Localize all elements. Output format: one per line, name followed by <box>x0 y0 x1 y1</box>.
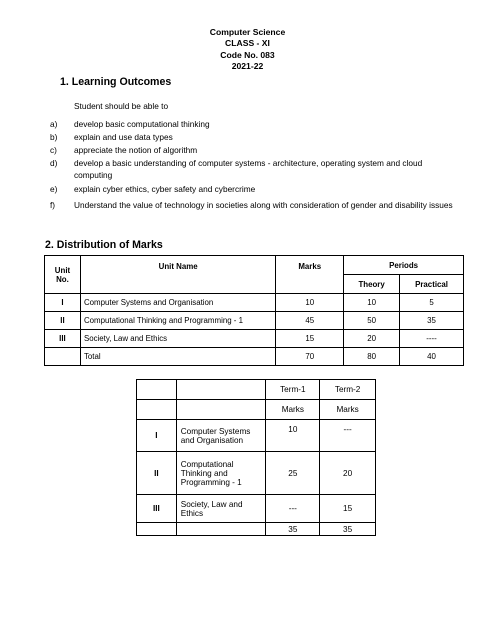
header-marks-term2: Marks <box>320 400 376 420</box>
unit-cell: I <box>137 420 177 452</box>
header-marks-term1: Marks <box>266 400 320 420</box>
table-header-row <box>45 256 464 275</box>
term2-cell: --- <box>320 420 376 452</box>
list-marker: b) <box>50 132 58 142</box>
term1-cell: 10 <box>266 420 320 452</box>
term2-cell: 20 <box>320 452 376 495</box>
term1-cell: 25 <box>266 452 320 495</box>
marks-cell: 15 <box>276 330 344 348</box>
empty-cell <box>137 380 177 400</box>
list-item <box>50 144 460 156</box>
unit-cell: I <box>45 294 81 312</box>
code-number: Code No. 083 <box>220 49 275 60</box>
table-row <box>45 330 464 348</box>
theory-cell: 50 <box>344 312 400 330</box>
term2-cell: 15 <box>320 495 376 523</box>
total-label-cell: Total <box>80 348 275 366</box>
unit-cell: III <box>137 495 177 523</box>
academic-year: 2021-22 <box>231 60 264 71</box>
list-item <box>50 157 460 182</box>
list-marker: f) <box>50 200 56 210</box>
learning-outcomes-heading: 1. Learning Outcomes <box>60 76 172 88</box>
unit-name-cell: Society, Law and Ethics <box>176 495 266 523</box>
list-text: Understand the value of technology in societies along with consideration of gender and disability issues <box>74 200 453 210</box>
list-marker: d) <box>50 158 58 168</box>
marks-cell: 10 <box>276 294 344 312</box>
learning-outcomes-intro: Student should be able to <box>74 101 169 111</box>
total-practical-cell: 40 <box>400 348 464 366</box>
marks-distribution-table <box>44 255 464 366</box>
unit-name-cell: Computational Thinking and Programming - 1 <box>80 312 275 330</box>
header-theory: Theory <box>344 275 400 294</box>
practical-cell: 5 <box>400 294 464 312</box>
subject-title: Computer Science <box>209 27 286 37</box>
table-row <box>137 495 376 523</box>
class-label: CLASS - XI <box>225 38 270 49</box>
term-header-row <box>137 380 376 400</box>
practical-cell: 35 <box>400 312 464 330</box>
term-total-row <box>137 523 376 536</box>
empty-cell <box>137 400 177 420</box>
list-text: explain and use data types <box>74 132 173 142</box>
list-item <box>50 183 460 195</box>
list-marker: a) <box>50 119 58 129</box>
marks-cell: 45 <box>276 312 344 330</box>
header-term2: Term-2 <box>320 380 376 400</box>
theory-cell: 20 <box>344 330 400 348</box>
theory-cell: 10 <box>344 294 400 312</box>
term-marks-table <box>136 379 376 536</box>
unit-name-cell: Computational Thinking and Programming - 1 <box>176 452 266 495</box>
term-subheader-row <box>137 400 376 420</box>
table-row <box>137 452 376 495</box>
total-marks-cell: 70 <box>276 348 344 366</box>
empty-cell <box>176 523 266 536</box>
empty-cell <box>176 400 266 420</box>
empty-cell <box>137 523 177 536</box>
term1-cell: --- <box>266 495 320 523</box>
unit-cell <box>45 348 81 366</box>
total-theory-cell: 80 <box>344 348 400 366</box>
unit-cell: III <box>45 330 81 348</box>
table-row <box>45 294 464 312</box>
list-text: explain cyber ethics, cyber safety and cybercrime <box>74 184 256 194</box>
total-term1-cell: 35 <box>266 523 320 536</box>
total-term2-cell: 35 <box>320 523 376 536</box>
header-practical: Practical <box>400 275 464 294</box>
header-periods: Periods <box>344 256 464 275</box>
list-text: appreciate the notion of algorithm <box>74 145 198 155</box>
unit-cell: II <box>137 452 177 495</box>
unit-name-cell: Computer Systems and Organisation <box>176 420 266 452</box>
header-unit-name: Unit Name <box>80 256 275 294</box>
list-marker: e) <box>50 184 58 194</box>
table-total-row <box>45 348 464 366</box>
list-item <box>50 118 460 130</box>
distribution-heading: 2. Distribution of Marks <box>45 239 163 251</box>
document-header <box>0 27 495 72</box>
header-marks: Marks <box>276 256 344 294</box>
list-item <box>50 131 460 143</box>
unit-name-cell: Society, Law and Ethics <box>80 330 275 348</box>
practical-cell: ---- <box>400 330 464 348</box>
list-text: develop basic computational thinking <box>74 119 210 129</box>
header-term1: Term-1 <box>266 380 320 400</box>
table-row <box>45 312 464 330</box>
unit-cell: II <box>45 312 81 330</box>
empty-cell <box>176 380 266 400</box>
list-item <box>50 199 460 211</box>
header-unit-no: Unit No. <box>45 256 81 294</box>
list-text: develop a basic understanding of computer systems - architecture, operating system and cloud computing <box>74 158 423 181</box>
table-row <box>137 420 376 452</box>
list-marker: c) <box>50 145 57 155</box>
unit-name-cell: Computer Systems and Organisation <box>80 294 275 312</box>
